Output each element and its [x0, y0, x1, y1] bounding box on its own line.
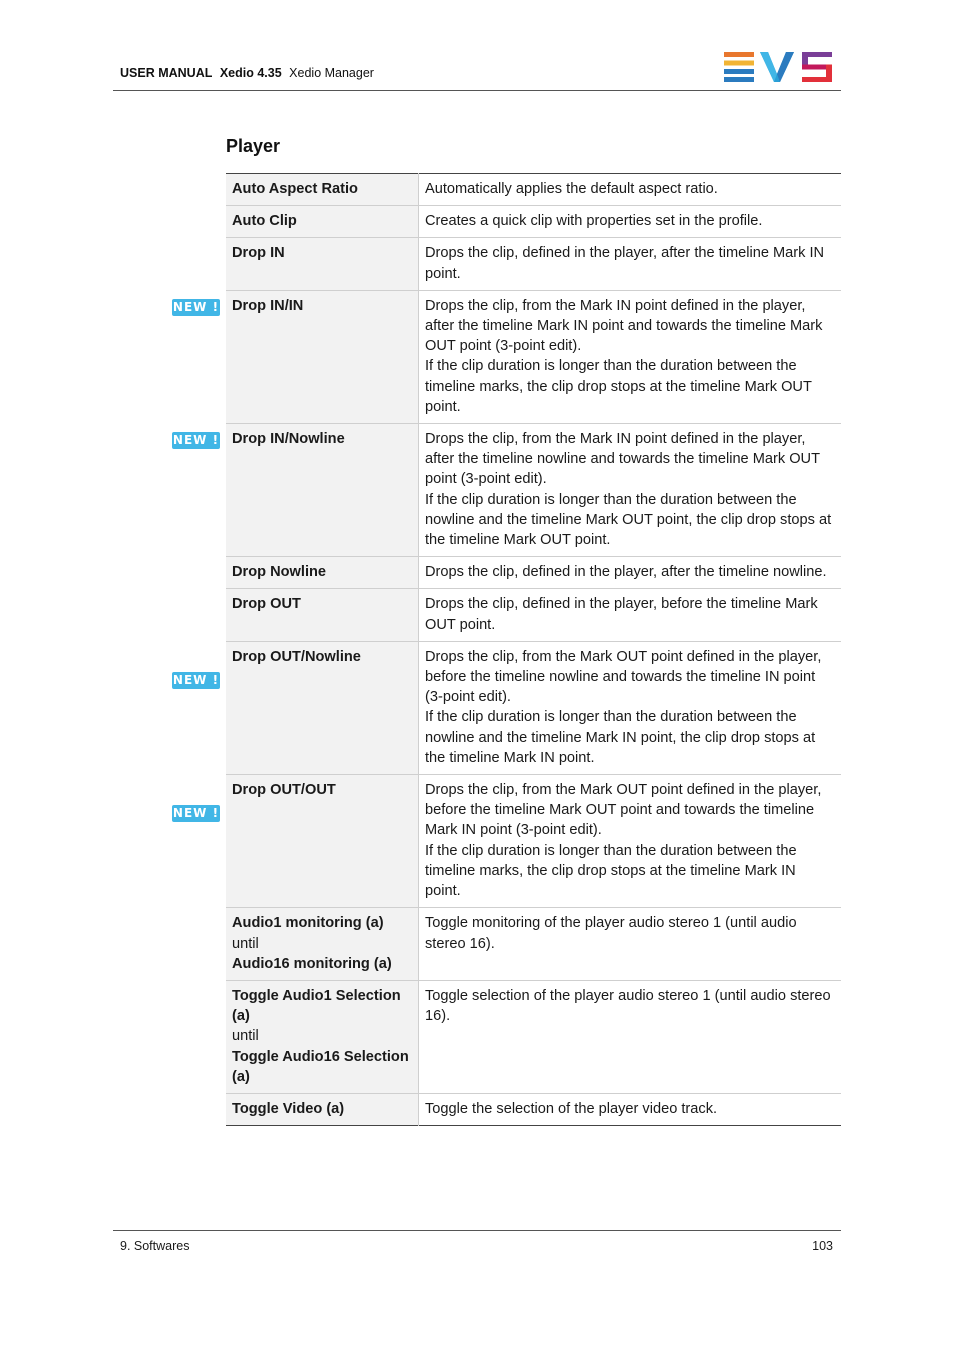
- description-cell: [419, 174, 842, 206]
- table-row: [226, 424, 841, 557]
- table-row: [226, 238, 841, 290]
- description-text: Creates a quick clip with properties set in the profile.: [425, 213, 763, 230]
- term-cell: [226, 641, 419, 774]
- description-text: Toggle selection of the player audio stereo 1 (until audio stereo 16).: [425, 987, 831, 1025]
- new-badge-label: NEW !: [172, 433, 220, 447]
- description-cell: [419, 775, 842, 908]
- term-label: Toggle Video (a): [232, 1100, 345, 1117]
- description-text: Drops the clip, from the Mark OUT point defined in the player, before the timeline Mark OUT point and towards the timeline Mark IN point (3-point edit).: [425, 782, 822, 839]
- table-row: [226, 174, 841, 206]
- new-badge: [172, 805, 220, 822]
- new-badge-label: NEW !: [172, 806, 220, 820]
- player-shortcuts-table: [226, 173, 841, 1126]
- description-text: If the clip duration is longer than the duration between the nowline and the timeline Mark OUT point, the clip drop stops at the timeline Mark OUT point.: [425, 491, 832, 549]
- description-text: If the clip duration is longer than the duration between the timeline marks, the clip drop stops at the timeline Mark IN point.: [425, 842, 797, 900]
- table-row: [226, 775, 841, 908]
- new-badge: [172, 299, 220, 316]
- term-label: Audio16 monitoring (a): [232, 955, 392, 972]
- description-text: Drops the clip, from the Mark IN point defined in the player, after the timeline nowline and towards the timeline Mark OUT point (3-point edit).: [425, 431, 820, 488]
- table-row: [226, 980, 841, 1093]
- description-text: Drops the clip, from the Mark OUT point defined in the player, before the timeline nowline and towards the timeline IN point (3-point edit).: [425, 648, 822, 706]
- page-footer: [113, 1230, 841, 1253]
- description-cell: [419, 206, 842, 238]
- description-text: Automatically applies the default aspect ratio.: [425, 181, 718, 197]
- header-module: Xedio Manager: [289, 66, 374, 80]
- description-cell: [419, 290, 842, 423]
- header-text: [120, 66, 374, 80]
- description-cell: [419, 908, 842, 981]
- description-text: Toggle the selection of the player video track.: [425, 1100, 718, 1117]
- term-label: Drop OUT/Nowline: [232, 648, 361, 665]
- table-row: [226, 1093, 841, 1125]
- new-badge-label: NEW !: [172, 300, 220, 314]
- description-text: Drops the clip, from the Mark IN point defined in the player, after the timeline Mark IN point and towards the timeline Mark OUT point (3-point edit).: [425, 297, 823, 355]
- description-text: If the clip duration is longer than the duration between the nowline and the timeline Mark IN point, the clip drop stops at the timeline Mark IN point.: [425, 709, 816, 766]
- table-row: [226, 557, 841, 589]
- term-label: Drop IN/Nowline: [232, 431, 345, 448]
- description-text: Drops the clip, defined in the player, after the timeline Mark IN point.: [425, 245, 825, 282]
- term-cell: [226, 424, 419, 557]
- description-text: Drops the clip, defined in the player, before the timeline Mark OUT point.: [425, 596, 818, 633]
- term-cell: [226, 775, 419, 908]
- description-cell: [419, 557, 842, 589]
- footer-chapter: 9. Softwares: [120, 1239, 190, 1253]
- header-manual: USER MANUAL: [120, 66, 213, 80]
- description-text: Toggle monitoring of the player audio stereo 1 (until audio stereo 16).: [425, 915, 797, 952]
- description-cell: [419, 424, 842, 557]
- page-header: [113, 52, 841, 91]
- term-cell: [226, 557, 419, 589]
- term-cell: [226, 589, 419, 641]
- term-until: until: [232, 1028, 259, 1045]
- section-title: Player: [226, 136, 281, 156]
- page-number: 103: [812, 1239, 833, 1253]
- new-badge-label: NEW !: [172, 673, 220, 687]
- term-cell: [226, 238, 419, 290]
- term-label: Drop OUT: [232, 596, 301, 613]
- term-label: Audio1 monitoring (a): [232, 915, 384, 932]
- term-cell: [226, 1093, 419, 1125]
- table-row: [226, 641, 841, 774]
- term-cell: [226, 174, 419, 206]
- term-label: Toggle Audio16 Selection (a): [232, 1048, 409, 1085]
- new-badge: [172, 672, 220, 689]
- evs-logo-icon: [724, 52, 834, 82]
- header-product: Xedio 4.35: [219, 66, 282, 80]
- term-label: Auto Aspect Ratio: [232, 181, 358, 197]
- term-cell: [226, 206, 419, 238]
- term-label: Drop IN/IN: [232, 297, 304, 314]
- term-label: Drop IN: [232, 245, 285, 262]
- term-until: until: [232, 935, 259, 952]
- table-row: [226, 206, 841, 238]
- description-text: Drops the clip, defined in the player, after the timeline nowline.: [425, 564, 827, 581]
- table-row: [226, 290, 841, 423]
- description-cell: [419, 238, 842, 290]
- description-cell: [419, 980, 842, 1093]
- table-row: [226, 589, 841, 641]
- description-cell: [419, 641, 842, 774]
- term-cell: [226, 908, 419, 981]
- term-cell: [226, 980, 419, 1093]
- term-cell: [226, 290, 419, 423]
- term-label: Auto Clip: [232, 213, 297, 230]
- term-label: Drop OUT/OUT: [232, 782, 336, 799]
- new-badge: [172, 432, 220, 449]
- description-cell: [419, 1093, 842, 1125]
- term-label: Drop Nowline: [232, 564, 327, 581]
- table-row: [226, 908, 841, 981]
- description-text: If the clip duration is longer than the duration between the timeline marks, the clip drop stops at the timeline Mark OUT point.: [425, 358, 812, 415]
- description-cell: [419, 589, 842, 641]
- term-label: Toggle Audio1 Selection (a): [232, 987, 401, 1025]
